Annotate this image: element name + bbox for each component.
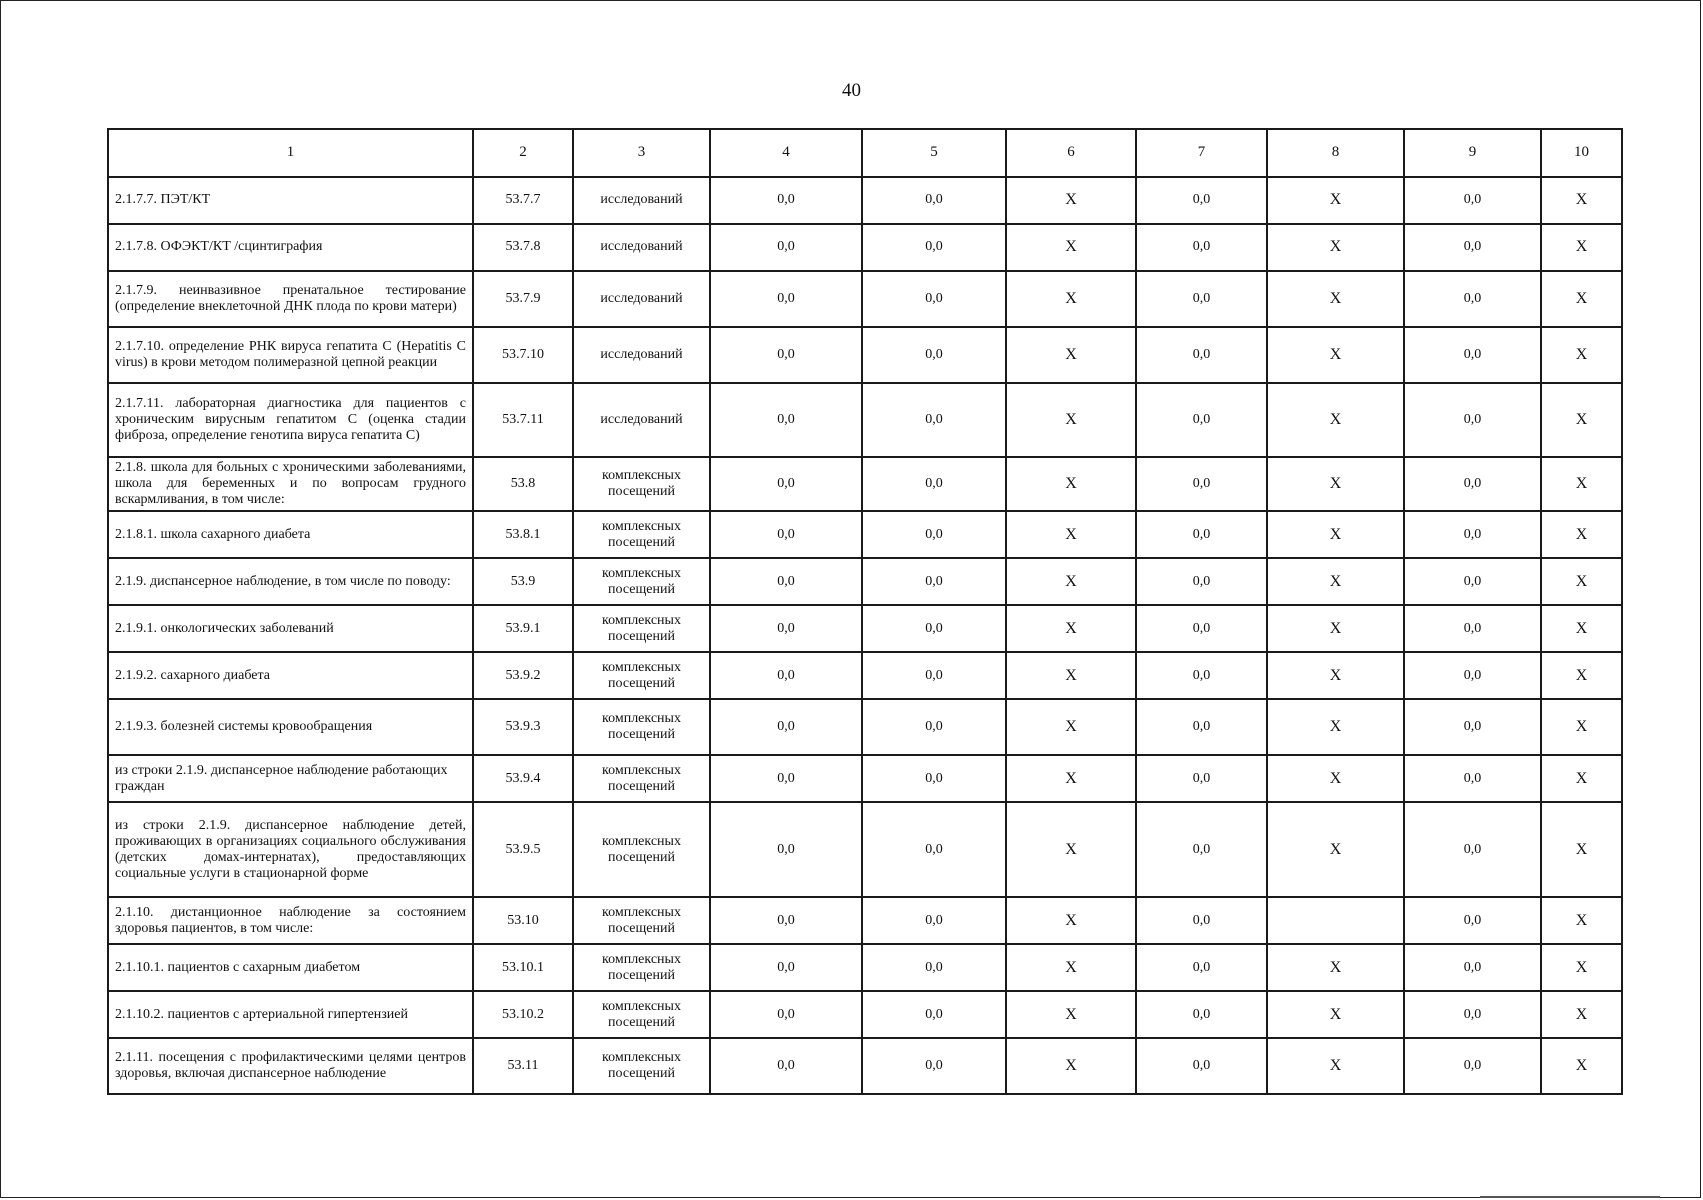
table-row <box>108 457 1622 511</box>
row-col-6: X <box>1006 327 1136 383</box>
row-col-6: X <box>1006 383 1136 457</box>
row-col-7: 0,0 <box>1136 652 1267 699</box>
row-name: 2.1.7.10. определение РНК вируса гепатита С (Hepatitis C virus) в крови методом полимеразной цепной реакции <box>108 327 473 383</box>
row-col-4: 0,0 <box>710 383 862 457</box>
row-col-9: 0,0 <box>1404 991 1541 1038</box>
row-col-8: X <box>1267 755 1404 802</box>
row-col-10: X <box>1541 511 1622 558</box>
header-col-3: 3 <box>573 129 710 177</box>
row-col-6: X <box>1006 511 1136 558</box>
row-col-10: X <box>1541 897 1622 944</box>
row-col-4: 0,0 <box>710 897 862 944</box>
table-body <box>108 177 1622 1094</box>
row-col-5: 0,0 <box>862 177 1006 224</box>
row-col-6: X <box>1006 991 1136 1038</box>
row-name: 2.1.9. диспансерное наблюдение, в том числе по поводу: <box>108 558 473 605</box>
header-col-6: 6 <box>1006 129 1136 177</box>
row-col-10: X <box>1541 558 1622 605</box>
row-code: 53.10.2 <box>473 991 573 1038</box>
row-col-10: X <box>1541 755 1622 802</box>
row-col-4: 0,0 <box>710 991 862 1038</box>
row-col-5: 0,0 <box>862 457 1006 511</box>
row-col-4: 0,0 <box>710 457 862 511</box>
row-code: 53.7.9 <box>473 271 573 327</box>
row-col-6: X <box>1006 755 1136 802</box>
row-col-7: 0,0 <box>1136 327 1267 383</box>
table-row <box>108 699 1622 755</box>
row-col-5: 0,0 <box>862 699 1006 755</box>
table-row <box>108 271 1622 327</box>
row-col-10: X <box>1541 699 1622 755</box>
row-unit: исследований <box>573 177 710 224</box>
table-row <box>108 511 1622 558</box>
row-col-6: X <box>1006 699 1136 755</box>
row-col-5: 0,0 <box>862 897 1006 944</box>
row-code: 53.9.2 <box>473 652 573 699</box>
row-name: 2.1.7.7. ПЭТ/КТ <box>108 177 473 224</box>
row-col-6: X <box>1006 897 1136 944</box>
row-name: 2.1.10. дистанционное наблюдение за состоянием здоровья пациентов, в том числе: <box>108 897 473 944</box>
row-col-10: X <box>1541 383 1622 457</box>
row-col-8: X <box>1267 224 1404 271</box>
row-col-5: 0,0 <box>862 755 1006 802</box>
table-row <box>108 897 1622 944</box>
row-col-9: 0,0 <box>1404 177 1541 224</box>
row-code: 53.9.3 <box>473 699 573 755</box>
row-name: 2.1.11. посещения с профилактическими целями центров здоровья, включая диспансерное наблюдение <box>108 1038 473 1094</box>
row-name: 2.1.7.9. неинвазивное пренатальное тестирование (определение внеклеточной ДНК плода по крови матери) <box>108 271 473 327</box>
row-col-8: X <box>1267 991 1404 1038</box>
row-col-10: X <box>1541 802 1622 897</box>
row-name: 2.1.9.3. болезней системы кровообращения <box>108 699 473 755</box>
row-col-7: 0,0 <box>1136 897 1267 944</box>
row-col-6: X <box>1006 944 1136 991</box>
row-unit: комплексных посещений <box>573 944 710 991</box>
row-col-4: 0,0 <box>710 944 862 991</box>
row-code: 53.7.8 <box>473 224 573 271</box>
row-col-8: X <box>1267 271 1404 327</box>
row-name: 2.1.10.1. пациентов с сахарным диабетом <box>108 944 473 991</box>
row-col-4: 0,0 <box>710 177 862 224</box>
row-col-7: 0,0 <box>1136 177 1267 224</box>
row-col-5: 0,0 <box>862 944 1006 991</box>
table-row <box>108 755 1622 802</box>
row-col-7: 0,0 <box>1136 224 1267 271</box>
row-name: 2.1.9.1. онкологических заболеваний <box>108 605 473 652</box>
row-code: 53.9.5 <box>473 802 573 897</box>
row-col-7: 0,0 <box>1136 558 1267 605</box>
row-code: 53.8 <box>473 457 573 511</box>
row-col-5: 0,0 <box>862 558 1006 605</box>
row-col-5: 0,0 <box>862 802 1006 897</box>
row-col-8: X <box>1267 652 1404 699</box>
row-col-10: X <box>1541 177 1622 224</box>
table-row <box>108 944 1622 991</box>
row-code: 53.7.11 <box>473 383 573 457</box>
row-name: 2.1.8. школа для больных с хроническими заболеваниями, школа для беременных и по вопросам грудного вскармливания, в том числе: <box>108 457 473 511</box>
row-code: 53.9 <box>473 558 573 605</box>
header-col-2: 2 <box>473 129 573 177</box>
row-col-10: X <box>1541 1038 1622 1094</box>
row-col-6: X <box>1006 224 1136 271</box>
row-col-5: 0,0 <box>862 224 1006 271</box>
table-row <box>108 327 1622 383</box>
row-col-6: X <box>1006 802 1136 897</box>
row-unit: комплексных посещений <box>573 991 710 1038</box>
row-col-4: 0,0 <box>710 802 862 897</box>
header-col-4: 4 <box>710 129 862 177</box>
row-col-9: 0,0 <box>1404 605 1541 652</box>
row-col-9: 0,0 <box>1404 327 1541 383</box>
row-col-9: 0,0 <box>1404 457 1541 511</box>
row-col-7: 0,0 <box>1136 699 1267 755</box>
row-col-8: X <box>1267 558 1404 605</box>
table-row <box>108 802 1622 897</box>
row-unit: комплексных посещений <box>573 802 710 897</box>
row-unit: комплексных посещений <box>573 605 710 652</box>
row-col-8: X <box>1267 802 1404 897</box>
row-col-9: 0,0 <box>1404 755 1541 802</box>
row-col-5: 0,0 <box>862 605 1006 652</box>
row-unit: исследований <box>573 271 710 327</box>
row-col-9: 0,0 <box>1404 1038 1541 1094</box>
table-header <box>108 129 1622 177</box>
row-col-8: X <box>1267 605 1404 652</box>
row-name: из строки 2.1.9. диспансерное наблюдение детей, проживающих в организациях социального обслуживания (детских домах-интернатах), предоставляющих социальные услуги в стационарной форме <box>108 802 473 897</box>
row-col-9: 0,0 <box>1404 652 1541 699</box>
row-col-8: X <box>1267 327 1404 383</box>
row-col-6: X <box>1006 605 1136 652</box>
row-code: 53.7.10 <box>473 327 573 383</box>
table-row <box>108 1038 1622 1094</box>
row-code: 53.7.7 <box>473 177 573 224</box>
row-name: 2.1.7.8. ОФЭКТ/КТ /сцинтиграфия <box>108 224 473 271</box>
row-col-7: 0,0 <box>1136 383 1267 457</box>
row-unit: комплексных посещений <box>573 897 710 944</box>
row-col-8: X <box>1267 511 1404 558</box>
row-col-4: 0,0 <box>710 652 862 699</box>
row-col-6: X <box>1006 457 1136 511</box>
header-col-8: 8 <box>1267 129 1404 177</box>
row-col-10: X <box>1541 327 1622 383</box>
row-name: из строки 2.1.9. диспансерное наблюдение работающих граждан <box>108 755 473 802</box>
row-code: 53.10 <box>473 897 573 944</box>
row-col-8: X <box>1267 944 1404 991</box>
row-col-10: X <box>1541 457 1622 511</box>
row-col-9: 0,0 <box>1404 224 1541 271</box>
header-col-1: 1 <box>108 129 473 177</box>
row-name: 2.1.10.2. пациентов с артериальной гипертензией <box>108 991 473 1038</box>
row-col-7: 0,0 <box>1136 755 1267 802</box>
row-unit: исследований <box>573 327 710 383</box>
row-col-9: 0,0 <box>1404 699 1541 755</box>
header-col-10: 10 <box>1541 129 1622 177</box>
row-col-9: 0,0 <box>1404 558 1541 605</box>
row-unit: комплексных посещений <box>573 755 710 802</box>
row-col-4: 0,0 <box>710 224 862 271</box>
row-col-4: 0,0 <box>710 271 862 327</box>
row-unit: исследований <box>573 383 710 457</box>
row-col-9: 0,0 <box>1404 383 1541 457</box>
row-name: 2.1.7.11. лабораторная диагностика для пациентов с хроническим вирусным гепатитом С (оценка стадии фиброза, определение генотипа вируса гепатита С) <box>108 383 473 457</box>
row-col-6: X <box>1006 558 1136 605</box>
row-unit: комплексных посещений <box>573 558 710 605</box>
row-col-5: 0,0 <box>862 991 1006 1038</box>
row-col-6: X <box>1006 271 1136 327</box>
row-code: 53.9.1 <box>473 605 573 652</box>
table-row <box>108 558 1622 605</box>
row-code: 53.9.4 <box>473 755 573 802</box>
table-row <box>108 177 1622 224</box>
row-col-7: 0,0 <box>1136 605 1267 652</box>
row-col-7: 0,0 <box>1136 457 1267 511</box>
row-col-7: 0,0 <box>1136 1038 1267 1094</box>
row-col-6: X <box>1006 1038 1136 1094</box>
table-row <box>108 652 1622 699</box>
row-col-5: 0,0 <box>862 383 1006 457</box>
row-col-9: 0,0 <box>1404 802 1541 897</box>
table-row <box>108 991 1622 1038</box>
table-row <box>108 605 1622 652</box>
header-row <box>108 129 1622 177</box>
header-col-9: 9 <box>1404 129 1541 177</box>
row-col-8: X <box>1267 457 1404 511</box>
row-col-5: 0,0 <box>862 511 1006 558</box>
row-unit: комплексных посещений <box>573 652 710 699</box>
row-code: 53.11 <box>473 1038 573 1094</box>
row-col-10: X <box>1541 605 1622 652</box>
row-col-5: 0,0 <box>862 271 1006 327</box>
row-col-10: X <box>1541 224 1622 271</box>
row-col-4: 0,0 <box>710 511 862 558</box>
row-unit: комплексных посещений <box>573 1038 710 1094</box>
row-col-5: 0,0 <box>862 652 1006 699</box>
row-col-10: X <box>1541 271 1622 327</box>
row-col-4: 0,0 <box>710 699 862 755</box>
scan-edge-mark <box>1480 1196 1660 1198</box>
row-col-9: 0,0 <box>1404 944 1541 991</box>
row-col-9: 0,0 <box>1404 897 1541 944</box>
page-number: 40 <box>842 80 861 101</box>
row-unit: комплексных посещений <box>573 457 710 511</box>
row-code: 53.10.1 <box>473 944 573 991</box>
row-col-7: 0,0 <box>1136 944 1267 991</box>
row-unit: исследований <box>573 224 710 271</box>
row-col-8: X <box>1267 383 1404 457</box>
row-col-4: 0,0 <box>710 1038 862 1094</box>
data-table <box>107 128 1623 1095</box>
row-col-10: X <box>1541 944 1622 991</box>
row-col-10: X <box>1541 991 1622 1038</box>
row-col-7: 0,0 <box>1136 511 1267 558</box>
row-name: 2.1.8.1. школа сахарного диабета <box>108 511 473 558</box>
row-col-8 <box>1267 897 1404 944</box>
row-col-9: 0,0 <box>1404 271 1541 327</box>
row-col-8: X <box>1267 177 1404 224</box>
row-col-5: 0,0 <box>862 327 1006 383</box>
row-name: 2.1.9.2. сахарного диабета <box>108 652 473 699</box>
row-code: 53.8.1 <box>473 511 573 558</box>
header-col-7: 7 <box>1136 129 1267 177</box>
row-col-9: 0,0 <box>1404 511 1541 558</box>
table-row <box>108 383 1622 457</box>
row-col-8: X <box>1267 699 1404 755</box>
row-col-7: 0,0 <box>1136 802 1267 897</box>
row-unit: комплексных посещений <box>573 511 710 558</box>
row-col-6: X <box>1006 652 1136 699</box>
row-unit: комплексных посещений <box>573 699 710 755</box>
row-col-4: 0,0 <box>710 327 862 383</box>
row-col-8: X <box>1267 1038 1404 1094</box>
row-col-4: 0,0 <box>710 605 862 652</box>
row-col-4: 0,0 <box>710 755 862 802</box>
row-col-7: 0,0 <box>1136 271 1267 327</box>
row-col-10: X <box>1541 652 1622 699</box>
header-col-5: 5 <box>862 129 1006 177</box>
row-col-7: 0,0 <box>1136 991 1267 1038</box>
table-row <box>108 224 1622 271</box>
row-col-6: X <box>1006 177 1136 224</box>
row-col-5: 0,0 <box>862 1038 1006 1094</box>
row-col-4: 0,0 <box>710 558 862 605</box>
